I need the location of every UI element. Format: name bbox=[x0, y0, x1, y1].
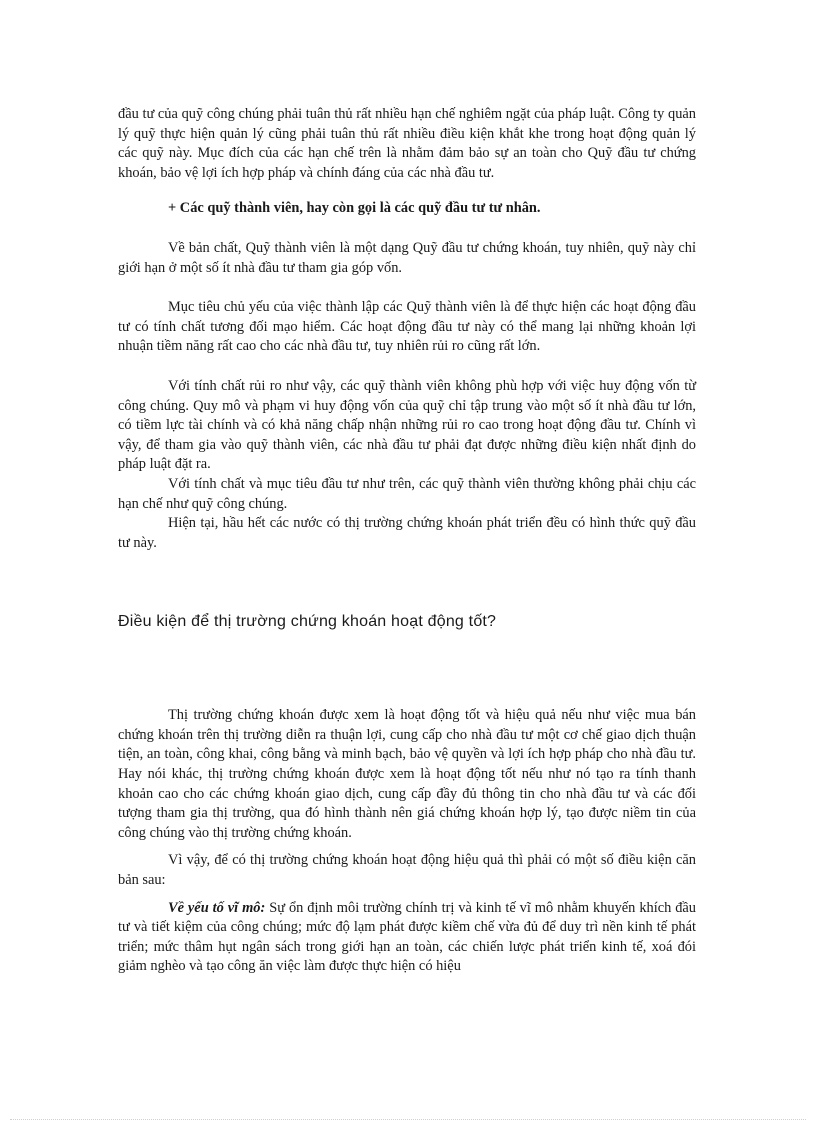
section-heading: Điều kiện để thị trường chứng khoán hoạt động tốt? bbox=[118, 613, 497, 631]
paragraph-conditions-intro: Vì vậy, để có thị trường chứng khoán hoạt động hiệu quả thì phải có một số điều kiện căn bản sau: bbox=[118, 852, 696, 889]
document-page bbox=[118, 105, 696, 977]
paragraph-member-fund-risk: Với tính chất rủi ro như vậy, các quỹ thành viên không phù hợp với việc huy động vốn từ công chúng. Quy mô và phạm vi huy động vốn của quỹ chỉ tập trung vào một số ít nhà đầu tư lớn, có tiềm lực tài chính và có khả năng chấp nhận những rủi ro cao trong hoạt động đầu tư. Chính vì vậy, để tham gia vào quỹ thành viên, các nhà đầu tư phải đạt được những điều kiện nhất định do pháp luật đặt ra. bbox=[118, 377, 696, 473]
page-bottom-divider bbox=[10, 1119, 806, 1120]
paragraph-member-fund-objective: Mục tiêu chủ yếu của việc thành lập các Quỹ thành viên là để thực hiện các hoạt động đầu tư có tính chất tương đối mạo hiểm. Các hoạt động đầu tư này có thể mang lại những khoản lợi nhuận tiềm năng rất cao cho các nhà đầu tư, tuy nhiên rủi ro cũng rất lớn. bbox=[118, 299, 696, 355]
paragraph-member-fund-current: Hiện tại, hầu hết các nước có thị trường chứng khoán phát triển đều có hình thức quỹ đầu tư này. bbox=[118, 515, 696, 551]
paragraph-member-fund-restrictions: Với tính chất và mục tiêu đầu tư như trên, các quỹ thành viên thường không phải chịu các hạn chế như quỹ công chúng. bbox=[118, 475, 696, 512]
paragraph-public-fund-restrictions: đầu tư của quỹ công chúng phải tuân thủ rất nhiều hạn chế nghiêm ngặt của pháp luật. Công ty quản lý quỹ thực hiện quản lý cũng phải tuân thủ rất nhiều điều kiện khắt khe trong hoạt động quản lý các quỹ này. Mục đích của các hạn chế trên là nhằm đảm bảo sự an toàn cho Quỹ đầu tư chứng khoán, bảo vệ lợi ích hợp pháp và chính đáng của các nhà đầu tư. bbox=[118, 106, 696, 181]
macro-factors-body: Sự ổn định môi trường chính trị và kinh tế vĩ mô nhằm khuyến khích đầu tư và tiết kiệm của công chúng; mức độ lạm phát được kiềm chế vừa đủ để duy trì nền kinh tế phát triển; mức thâm hụt ngân sách trong giới hạn an toàn, các chiến lược phát triển kinh tế, xoá đói giảm nghèo và tạo công ăn việc làm được thực hiện có hiệu bbox=[118, 899, 697, 975]
paragraph-market-definition: Thị trường chứng khoán được xem là hoạt động tốt và hiệu quả nếu như việc mua bán chứng khoán trên thị trường diễn ra thuận lợi, cung cấp cho nhà đầu tư một cơ chế giao dịch thuận tiện, an toàn, công khai, công bằng và minh bạch, bảo vệ quyền và lợi ích hợp pháp cho nhà đầu tư. Hay nói khác, thị trường chứng khoán được xem là hoạt động tốt nếu như nó tạo ra tính thanh khoản cao cho các chứng khoán giao dịch, cung cấp đầy đủ thông tin cho nhà đầu tư và các đối tượng tham gia thị trường, qua đó hình thành nên giá chứng khoán hợp lý, tạo được niềm tin của công chúng vào thị trường chứng khoán. bbox=[118, 707, 696, 841]
paragraph-macro-factors bbox=[118, 899, 696, 977]
macro-factors-lead: Về yếu tố vĩ mô: bbox=[168, 899, 266, 916]
subheading-member-funds: + Các quỹ thành viên, hay còn gọi là các quỹ đầu tư tư nhân. bbox=[168, 200, 541, 217]
paragraph-member-fund-nature: Về bản chất, Quỹ thành viên là một dạng Quỹ đầu tư chứng khoán, tuy nhiên, quỹ này chỉ giới hạn ở một số ít nhà đầu tư tham gia góp vốn. bbox=[118, 239, 696, 276]
